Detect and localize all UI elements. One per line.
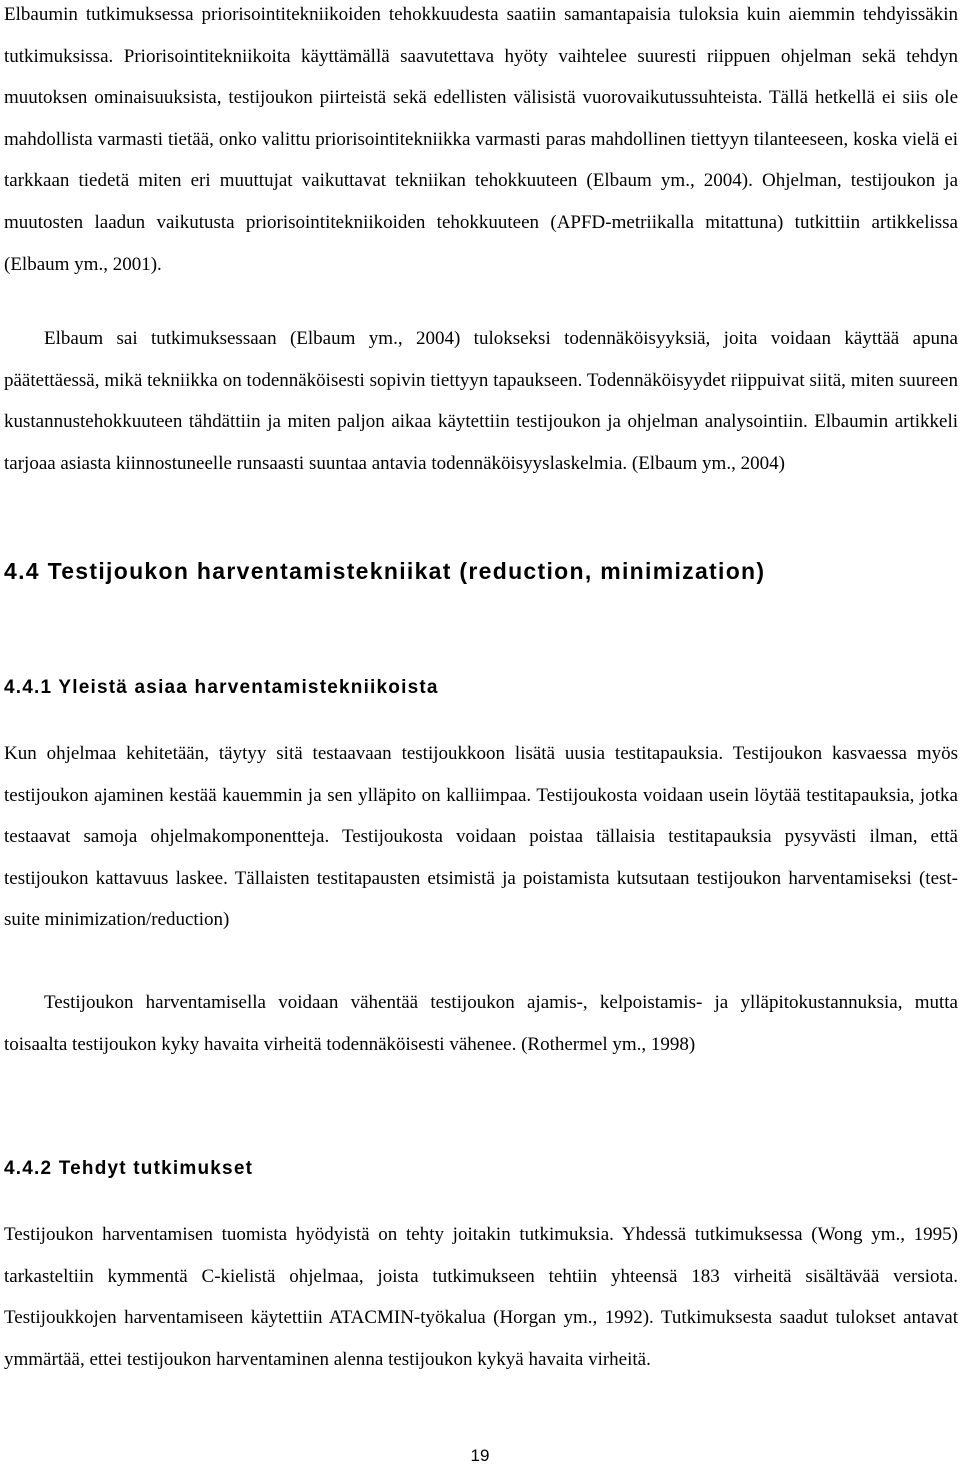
s441-p1-sentence-4: Testijoukosta voidaan poistaa tällaisia testitapauksia pysyvästi ilman, että testijoukon kattavuus laskee.	[4, 826, 958, 889]
section-heading-4-4: 4.4 Testijoukon harventamistekniikat (reduction, minimization)	[4, 558, 766, 584]
s441-p1-sentence-5: Tällaisten testitapausten etsimistä ja poistamista kutsutaan testijoukon harventamiseksi (test-suite minimization/reduction)	[4, 867, 958, 931]
intro-p1-sentence-3: Tällä hetkellä ei siis ole mahdollista varmasti tietää, onko valittu priorisointitekniikka varmasti paras mahdollinen tiettyyn tilanteeseen, koska vielä ei tarkkaan tiedetä miten eri muuttujat vaikuttavat tekniikan tehokkuuteen (Elbaum ym., 2004).	[4, 87, 958, 192]
s442-p1-sentence-3: Testijoukkojen harventamiseen käytettiin ATACMIN-työkalua (Horgan ym., 1992).	[4, 1307, 654, 1329]
intro-paragraph-1	[4, 0, 958, 285]
intro-p2-sentence-3: Elbaumin artikkeli tarjoaa asiasta kiinnostuneelle runsaasti suuntaa antavia todennäköisyyslaskelmia. (Elbaum ym., 2004)	[4, 411, 959, 474]
intro-paragraph-2	[4, 318, 958, 484]
subsection-heading-4-4-2: 4.4.2 Tehdyt tutkimukset	[4, 1158, 254, 1179]
intro-p1-sentence-4: Ohjelman, testijoukon ja muutosten laadun vaikutusta priorisointitekniikoiden tehokkuuteen (APFD-metriikalla mitattuna) tutkittiin artikkelissa (Elbaum ym., 2001).	[4, 170, 959, 275]
subsection-4-4-1-paragraph-1	[4, 733, 958, 941]
subsection-4-4-1-paragraph-2	[4, 982, 958, 1065]
s442-p1-sentence-4: Tutkimuksesta saadut tulokset antavat ymmärtää, ettei testijoukon harventaminen alenna testijoukon kykyä havaita virheitä.	[4, 1307, 958, 1370]
s441-p2-sentence-1: Testijoukon harventamisella voidaan vähentää testijoukon ajamis-, kelpoistamis- ja ylläpitokustannuksia, mutta toisaalta testijoukon kyky havaita virheitä todennäköisesti vähenee. (Rothermel ym., 1998)	[4, 992, 958, 1055]
s442-p1-sentence-2: Yhdessä tutkimuksessa (Wong ym., 1995) tarkasteltiin kymmentä C-kielistä ohjelmaa, joista tutkimukseen tehtiin yhteensä 183 virheitä sisältävää versiota.	[4, 1224, 958, 1287]
subsection-4-4-2-paragraph-1	[4, 1214, 958, 1380]
intro-p2-sentence-1: Elbaum sai tutkimuksessaan (Elbaum ym., 2004) tulokseksi todennäköisyyksiä, joita voidaan käyttää apuna päätettäessä, mikä tekniikka on todennäköisesti sopivin tiettyyn tapaukseen.	[4, 328, 958, 391]
s441-p1-sentence-3: Testijoukosta voidaan usein löytää testitapauksia, jotka testaavat samoja ohjelmakomponentteja.	[4, 784, 958, 848]
subsection-heading-4-4-1: 4.4.1 Yleistä asiaa harventamistekniikoista	[4, 677, 439, 698]
s442-p1-sentence-1: Testijoukon harventamisen tuomista hyödyistä on tehty joitakin tutkimuksia.	[4, 1224, 614, 1245]
intro-p1-sentence-2: Priorisointitekniikoita käyttämällä saavutettava hyöty vaihtelee suuresti riippuen ohjelman sekä tehdyn muutoksen ominaisuuksista, testijoukon piirteistä sekä edellisten välisistä vuorovaikutussuhteista.	[4, 45, 958, 109]
page-number: 19	[470, 1446, 490, 1465]
intro-p2-sentence-2: Todennäköisyydet riippuivat siitä, miten suureen kustannustehokkuuteen tähdättiin ja miten paljon aikaa käytettiin testijoukon ja ohjelman analysointiin.	[4, 369, 958, 433]
s441-p1-sentence-1: Kun ohjelmaa kehitetään, täytyy sitä testaavaan testijoukkoon lisätä uusia testitapauksia.	[4, 743, 724, 764]
s441-p1-sentence-2: Testijoukon kasvaessa myös testijoukon ajaminen kestää kauemmin ja sen ylläpito on kalliimpaa.	[4, 743, 958, 806]
intro-p1-sentence-1: Elbaumin tutkimuksessa priorisointitekniikoiden tehokkuudesta saatiin samantapaisia tuloksia kuin aiemmin tehdyissäkin tutkimuksissa.	[4, 4, 958, 67]
